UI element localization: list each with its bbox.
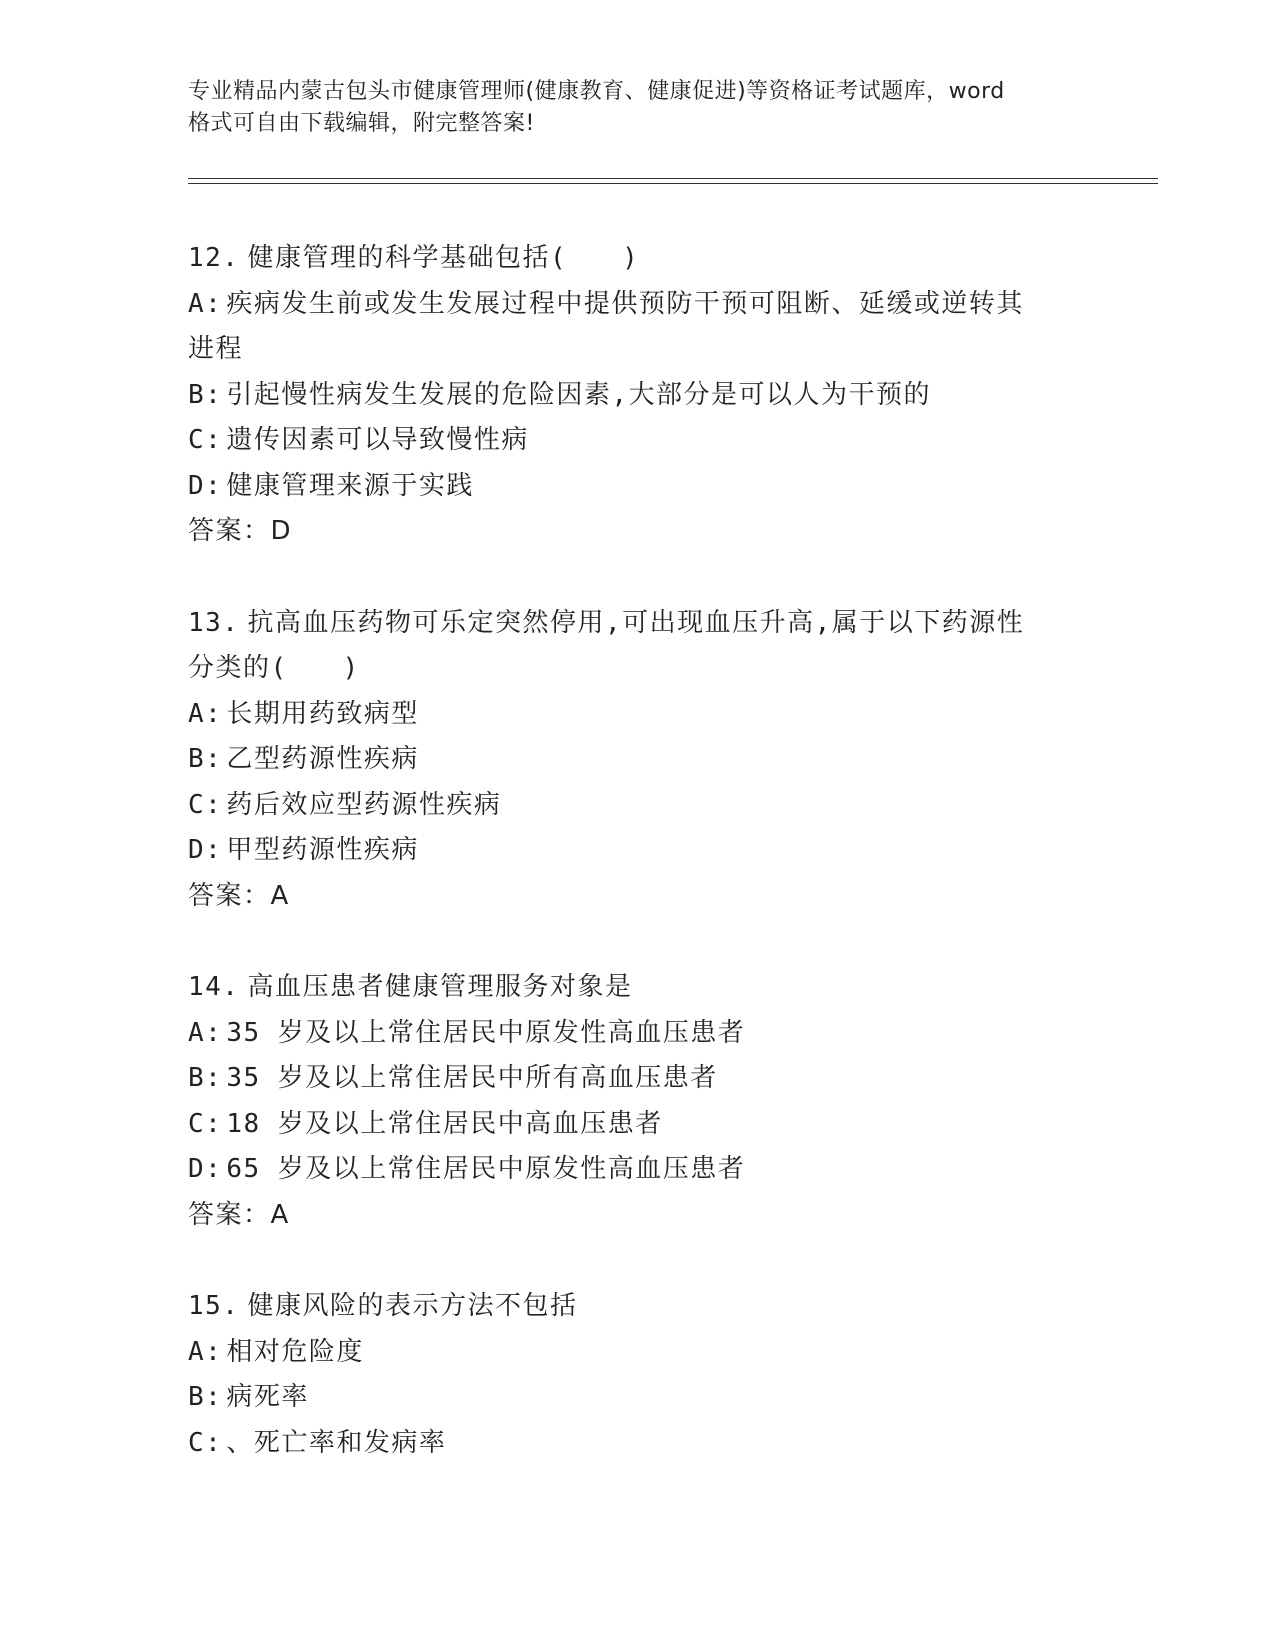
question-number: 14. [188,972,240,1002]
option-text: 35 岁及以上常住居民中所有高血压患者 [226,1063,718,1093]
option-text: 65 岁及以上常住居民中原发性高血压患者 [226,1154,746,1184]
option-letter: C: [188,1427,223,1458]
answer-option [188,692,1088,738]
header-divider-top [188,178,1158,179]
question-stem-text: 健康风险的表示方法不包括 [247,1291,578,1321]
header-line-1: 专业精品内蒙古包头市健康管理师(健康教育、健康促进)等资格证考试题库，word [188,79,1005,104]
option-letter: A: [188,1336,223,1367]
option-text: 疾病发生前或发生发展过程中提供预防干预可阻断、延缓或逆转其 [226,288,1024,319]
answer-option [188,373,1088,419]
answer-option [188,737,1088,783]
answer-key: 答案：A [188,1199,290,1230]
option-letter: C: [188,789,223,820]
question-stem [188,601,1088,647]
option-letter: D: [188,1154,223,1184]
option-text: 长期用药致病型 [226,698,419,729]
option-text: 药后效应型药源性疾病 [226,789,502,820]
question-number: 12. [188,243,240,273]
option-letter: B: [188,379,223,410]
option-letter: A: [188,288,223,319]
option-text: 35 岁及以上常住居民中原发性高血压患者 [226,1017,746,1048]
option-text: 乙型药源性疾病 [226,744,419,774]
question-stem-text: 健康管理的科学基础包括( ) [247,243,640,273]
answer-key: 答案：A [188,880,290,911]
answer-option [188,1102,1088,1148]
answer-option [188,1011,1088,1057]
option-letter: C: [188,425,223,455]
question-block [188,965,1088,1238]
question-stem [188,1284,1088,1330]
answer-option [188,1056,1088,1102]
option-text: 18 岁及以上常住居民中高血压患者 [226,1108,663,1139]
question-stem [188,965,1088,1011]
option-letter: D: [188,470,223,501]
option-letter: D: [188,835,223,865]
header-line-2: 格式可自由下载编辑，附完整答案! [188,111,535,136]
option-text: 进程 [188,334,244,364]
option-text: 病死率 [226,1382,309,1412]
question-stem [188,236,1088,282]
answer-option [188,418,1088,464]
answer-option [188,1421,1088,1467]
answer-option [188,327,1088,373]
header-divider-bottom [188,183,1158,184]
question-stem-text: 抗高血压药物可乐定突然停用,可出现血压升高,属于以下药源性 [247,607,1025,638]
option-text: 遗传因素可以导致慢性病 [226,425,529,455]
answer-option [188,1147,1088,1193]
option-text: 相对危险度 [226,1336,364,1367]
option-letter: A: [188,698,223,729]
question-block [188,1284,1088,1466]
option-text: 甲型药源性疾病 [226,835,419,865]
answer-option [188,464,1088,510]
answer-option [188,783,1088,829]
question-block [188,601,1088,920]
option-text: 、死亡率和发病率 [226,1427,447,1458]
option-letter: B: [188,744,223,774]
option-letter: B: [188,1063,223,1093]
answer-option [188,1330,1088,1376]
question-number: 13. [188,607,240,638]
question-block [188,236,1088,555]
option-letter: A: [188,1017,223,1048]
question-number: 15. [188,1291,240,1321]
question-stem-text: 高血压患者健康管理服务对象是 [247,972,633,1002]
question-list [188,236,1088,1512]
answer-option [188,828,1088,874]
option-text: 引起慢性病发生发展的危险因素,大部分是可以人为干预的 [226,379,931,410]
option-letter: B: [188,1382,223,1412]
document-header [188,76,1088,140]
option-letter: C: [188,1108,223,1139]
option-text: 健康管理来源于实践 [226,470,474,501]
answer-option [188,1375,1088,1421]
question-stem [188,646,1088,692]
answer-option [188,282,1088,328]
answer-key: 答案：D [188,516,293,546]
question-stem-text: 分类的( ) [188,653,360,683]
